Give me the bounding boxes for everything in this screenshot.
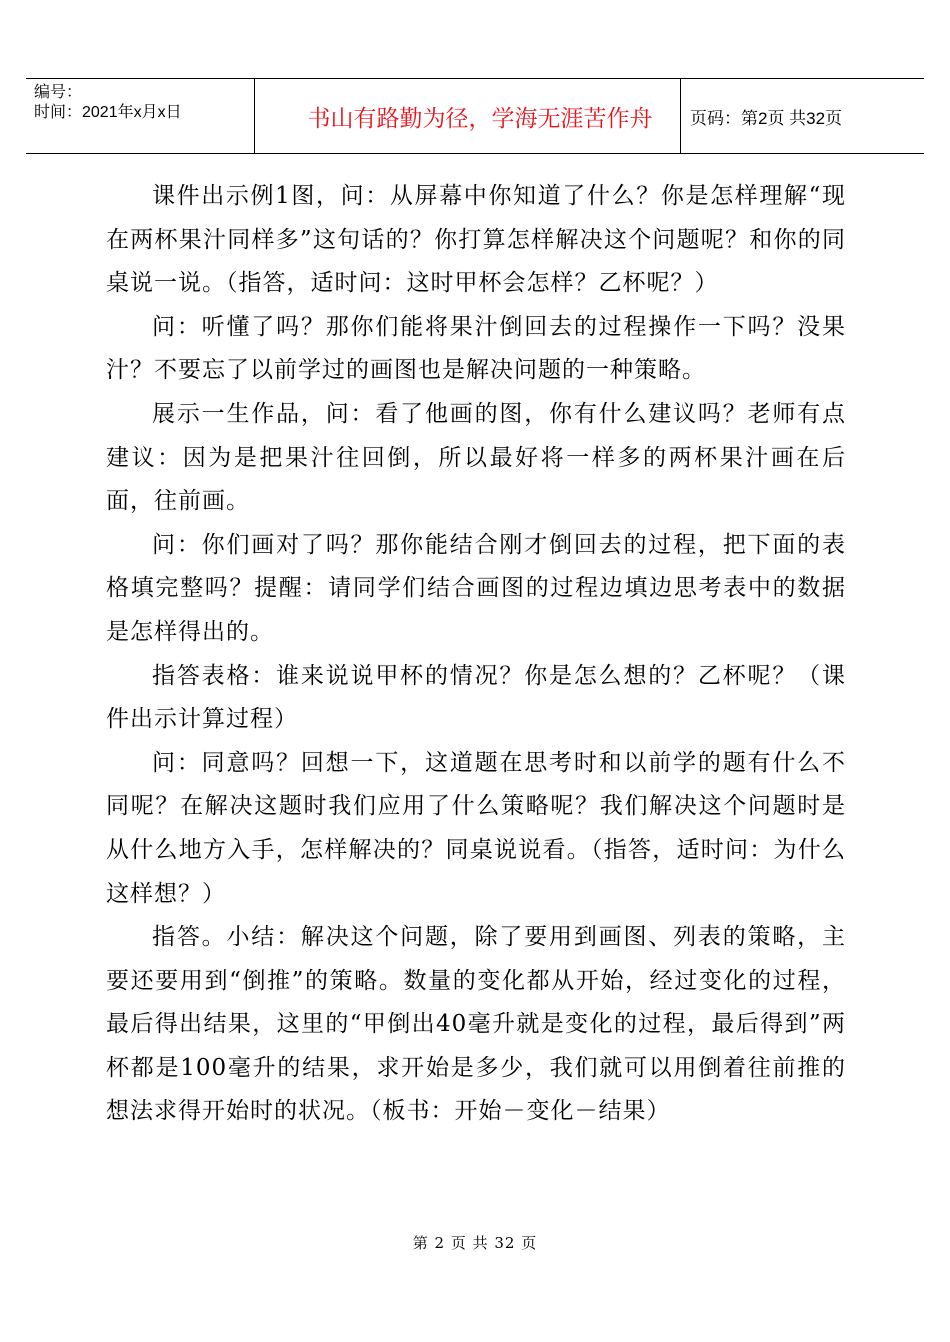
- paragraph: 指答表格：谁来说说甲杯的情况？你是怎么想的？乙杯呢？（课件出示计算过程）: [106, 662, 846, 733]
- paragraph: 问：同意吗？回想一下，这道题在思考时和以前学的题有什么不同呢？在解决这题时我们应用了什么策略呢？我们解决这个问题时是从什么地方入手，怎样解决的？同桌说说看。（指答，适时问：为什么这样想？）: [106, 749, 846, 907]
- paragraph: 展示一生作品，问：看了他画的图，你有什么建议吗？老师有点建议：因为是把果汁往回倒，所以最好将一样多的两杯果汁画在后面，往前画。: [106, 400, 846, 515]
- header-divider-right: [680, 79, 681, 153]
- document-body: [106, 175, 846, 1134]
- document-number: 编号：: [34, 84, 83, 101]
- document-time: 时间：2021年x月x日: [34, 104, 182, 121]
- header-page-info: 页码：第2页 共32页: [690, 108, 843, 128]
- page-header: [26, 78, 924, 154]
- paragraph: 问：听懂了吗？那你们能将果汁倒回去的过程操作一下吗？没果汁？不要忘了以前学过的画图也是解决问题的一种策略。: [106, 313, 846, 384]
- paragraph: 指答。小结：解决这个问题，除了要用到画图、列表的策略，主要还要用到“倒推”的策略。数量的变化都从开始，经过变化的过程，最后得出结果，这里的“甲倒出40毫升就是变化的过程，最后得到”两杯都是100毫升的结果，求开始是多少，我们就可以用倒着往前推的想法求得开始时的状况。（板书：开始－变化－结果）: [106, 924, 846, 1125]
- paragraph: 问：你们画对了吗？那你能结合刚才倒回去的过程，把下面的表格填完整吗？提醒：请同学们结合画图的过程边填边思考表中的数据是怎样得出的。: [106, 531, 846, 645]
- header-divider-left: [254, 79, 255, 153]
- page-footer: 第 2 页 共 32 页: [412, 1234, 538, 1252]
- paragraph: 课件出示例1图，问：从屏幕中你知道了什么？你是怎样理解“现在两杯果汁同样多”这句话的？你打算怎样解决这个问题呢？和你的同桌说一说。（指答，适时问：这时甲杯会怎样？乙杯呢？）: [106, 183, 846, 297]
- header-meta: [34, 83, 182, 123]
- header-motto: 书山有路勤为径，学海无涯苦作舟: [307, 105, 653, 132]
